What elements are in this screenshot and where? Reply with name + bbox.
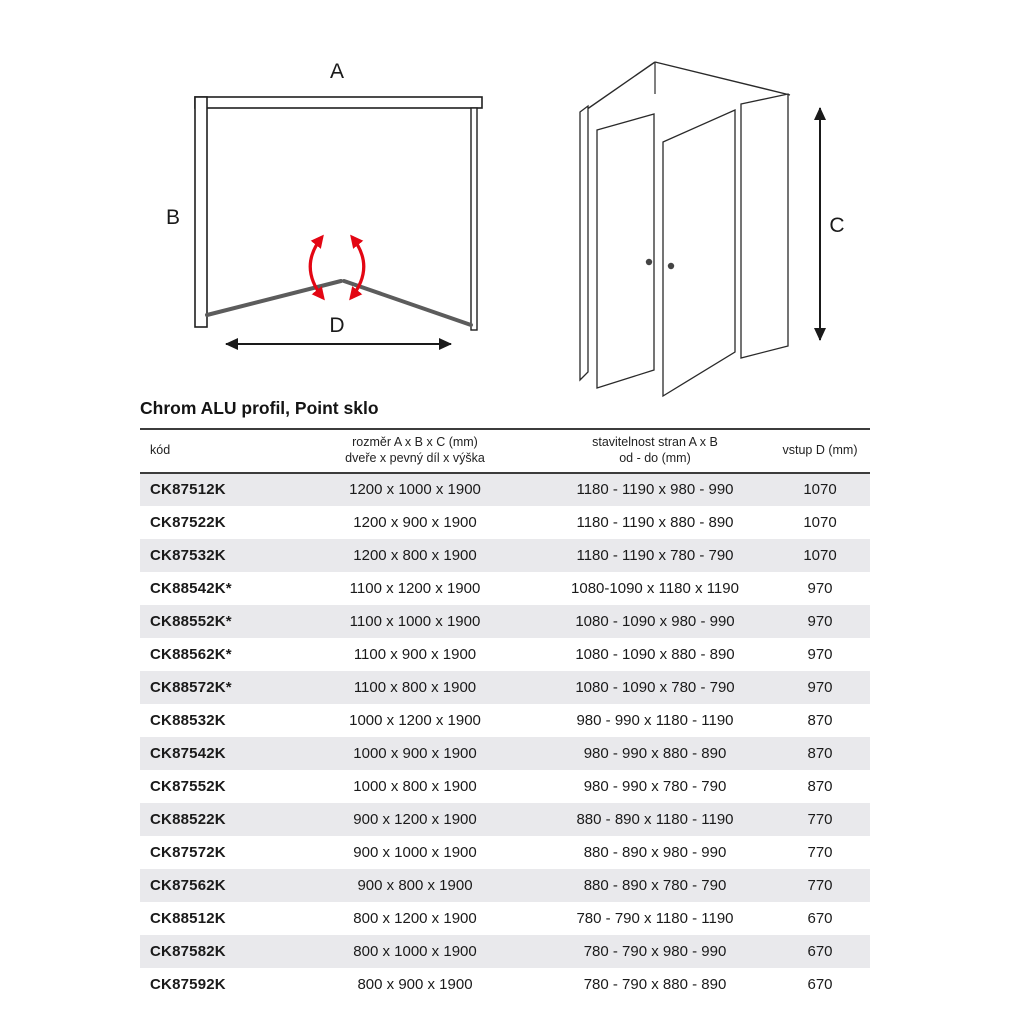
col-header-adjust <box>540 429 770 473</box>
cell-size: 1100 x 1200 x 1900 <box>349 579 481 597</box>
table-row <box>140 902 870 935</box>
cell-size: 1000 x 800 x 1900 <box>353 777 477 795</box>
cell-size: 800 x 1200 x 1900 <box>353 909 477 927</box>
door-knob-right <box>668 263 674 269</box>
door-leaf-left <box>207 281 341 315</box>
table-row <box>140 605 870 638</box>
table-row <box>140 770 870 803</box>
table-row <box>140 836 870 869</box>
cell-entry: 770 <box>807 843 833 861</box>
left-wall-strip <box>580 106 588 380</box>
table-row <box>140 803 870 836</box>
cell-entry: 770 <box>807 810 833 828</box>
cell-adjust: 880 - 890 x 980 - 990 <box>583 843 727 861</box>
cell-code: CK87562K <box>150 876 226 894</box>
cell-entry: 970 <box>807 612 833 630</box>
cell-size: 900 x 1000 x 1900 <box>353 843 477 861</box>
cell-adjust: 1180 - 1190 x 980 - 990 <box>576 481 734 498</box>
table-row <box>140 506 870 539</box>
cell-adjust: 880 - 890 x 1180 - 1190 <box>576 810 734 828</box>
door-panel-left <box>597 114 654 388</box>
col-header-size <box>290 429 540 473</box>
cell-code: CK88572K* <box>150 678 232 696</box>
cell-size: 900 x 800 x 1900 <box>357 876 473 894</box>
cell-size: 900 x 1200 x 1900 <box>353 810 477 828</box>
dim-label-a: A <box>329 60 345 83</box>
cell-entry: 770 <box>807 876 833 894</box>
cell-code: CK87582K <box>150 942 226 960</box>
col-header-size-line1: rozměr A x B x C (mm) <box>352 435 478 449</box>
dim-label-b: B <box>165 206 181 229</box>
cell-code: CK87552K <box>150 777 226 795</box>
col-header-size-line2: dveře x pevný díl x výška <box>345 451 485 466</box>
cell-adjust: 1180 - 1190 x 880 - 890 <box>576 513 734 531</box>
door-leaf-right <box>344 281 471 325</box>
cell-adjust: 1080 - 1090 x 880 - 890 <box>575 645 735 663</box>
door-knob-left <box>646 259 652 265</box>
table-row <box>140 671 870 704</box>
cell-entry: 870 <box>807 711 833 729</box>
cell-code: CK88512K <box>150 909 226 927</box>
col-header-adjust-line2: od - do (mm) <box>619 451 691 466</box>
cell-adjust: 1180 - 1190 x 780 - 790 <box>576 546 734 564</box>
table-row <box>140 737 870 770</box>
cell-adjust: 1080 - 1090 x 780 - 790 <box>575 678 735 696</box>
cell-entry: 970 <box>807 645 833 663</box>
dim-label-c: C <box>829 214 845 237</box>
cell-entry: 670 <box>807 975 833 993</box>
table-row <box>140 473 870 506</box>
cell-code: CK88522K <box>150 810 226 828</box>
table-row <box>140 869 870 902</box>
cell-size: 1200 x 900 x 1900 <box>353 513 477 531</box>
cell-adjust: 980 - 990 x 880 - 890 <box>583 744 727 762</box>
cell-size: 1200 x 800 x 1900 <box>353 546 477 564</box>
right-fixed-part <box>471 108 477 330</box>
cell-size: 800 x 1000 x 1900 <box>353 942 477 960</box>
table-row <box>140 572 870 605</box>
top-profile <box>195 97 482 108</box>
cell-code: CK88562K* <box>150 645 232 663</box>
cell-size: 1000 x 900 x 1900 <box>353 744 477 762</box>
cell-code: CK88532K <box>150 711 226 729</box>
cell-size: 1100 x 900 x 1900 <box>353 645 477 663</box>
cell-code: CK87592K <box>150 975 226 993</box>
roof-edge-left <box>583 62 655 112</box>
cell-adjust: 1080 - 1090 x 980 - 990 <box>575 612 735 630</box>
cell-adjust: 980 - 990 x 780 - 790 <box>583 777 727 795</box>
door-panel-right <box>663 110 735 396</box>
page-title: Chrom ALU profil, Point sklo <box>140 398 379 418</box>
cell-entry: 870 <box>807 777 833 795</box>
col-header-code: kód <box>140 429 290 473</box>
left-profile <box>195 97 207 327</box>
roof-edge-right <box>655 62 790 95</box>
cell-entry: 1070 <box>803 546 837 564</box>
cell-size: 800 x 900 x 1900 <box>357 975 473 993</box>
table-header-row <box>140 429 870 473</box>
cell-entry: 1070 <box>803 481 837 498</box>
cell-size: 1200 x 1000 x 1900 <box>349 481 481 498</box>
col-header-entry: vstup D (mm) <box>770 429 870 473</box>
cell-adjust: 780 - 790 x 980 - 990 <box>583 942 727 960</box>
cell-entry: 1070 <box>803 513 837 531</box>
cell-code: CK88552K* <box>150 612 232 630</box>
table-row <box>140 935 870 968</box>
cell-code: CK87542K <box>150 744 226 762</box>
cell-code: CK87532K <box>150 546 226 564</box>
cell-code: CK88542K* <box>150 579 232 597</box>
table-row <box>140 704 870 737</box>
cell-adjust: 780 - 790 x 880 - 890 <box>583 975 727 993</box>
table-row <box>140 968 870 1001</box>
cell-size: 1100 x 1000 x 1900 <box>349 612 481 630</box>
cell-adjust: 880 - 890 x 780 - 790 <box>583 876 727 894</box>
cell-size: 1100 x 800 x 1900 <box>353 678 477 696</box>
table-row <box>140 539 870 572</box>
cell-entry: 870 <box>807 744 833 762</box>
col-header-adjust-line1: stavitelnost stran A x B <box>592 435 718 449</box>
spec-table-body <box>140 473 870 1001</box>
cell-entry: 970 <box>807 678 833 696</box>
iso-view-diagram <box>575 50 865 410</box>
cell-adjust: 780 - 790 x 1180 - 1190 <box>576 909 734 927</box>
cell-entry: 670 <box>807 909 833 927</box>
cell-size: 1000 x 1200 x 1900 <box>349 711 481 729</box>
side-panel <box>741 94 788 358</box>
table-row <box>140 638 870 671</box>
cell-code: CK87522K <box>150 513 226 531</box>
spec-table <box>140 428 870 1001</box>
cell-entry: 670 <box>807 942 833 960</box>
top-view-diagram <box>140 52 620 402</box>
dim-label-d: D <box>329 314 345 337</box>
cell-code: CK87512K <box>150 481 226 498</box>
cell-adjust: 1080-1090 x 1180 x 1190 <box>571 579 739 597</box>
cell-entry: 970 <box>807 579 833 597</box>
cell-adjust: 980 - 990 x 1180 - 1190 <box>576 711 734 729</box>
cell-code: CK87572K <box>150 843 226 861</box>
